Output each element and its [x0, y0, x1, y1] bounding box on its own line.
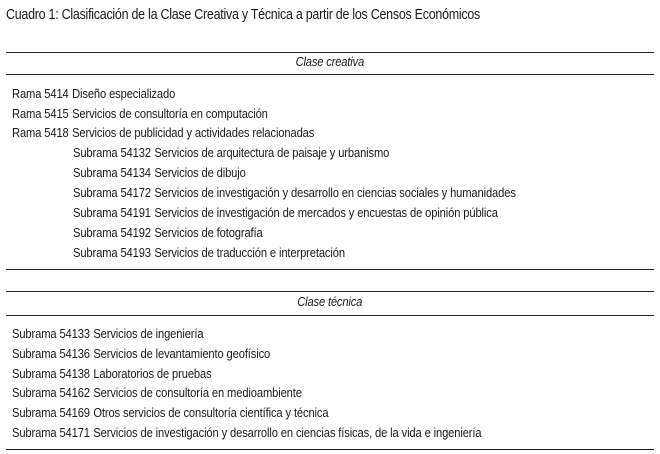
- rule-top-tecnica: [6, 291, 654, 292]
- table-title: Cuadro 1: Clasificación de la Clase Creativa y Técnica a partir de los Censos Económicos: [6, 7, 481, 23]
- table-row: [12, 84, 175, 104]
- row-code: Rama 5418: [12, 125, 69, 140]
- table-row: [73, 243, 345, 263]
- row-label: Laboratorios de pruebas: [93, 366, 212, 381]
- row-label: Otros servicios de consultoría científica y técnica: [93, 405, 329, 420]
- row-label: Servicios de traducción e interpretación: [154, 245, 345, 260]
- row-code: Subrama 54134: [73, 165, 151, 180]
- rule-header-creativa: [6, 74, 654, 75]
- row-label: Servicios de publicidad y actividades relacionadas: [72, 125, 315, 140]
- row-code: Subrama 54132: [73, 145, 151, 160]
- rule-top-creativa: [6, 52, 654, 53]
- row-label: Diseño especializado: [72, 86, 176, 101]
- section-header-tecnica: [0, 294, 660, 309]
- table-row: [73, 223, 263, 243]
- table-row: [12, 383, 302, 403]
- table-row: [12, 403, 328, 423]
- row-label: Servicios de levantamiento geofísico: [93, 346, 271, 361]
- row-code: Subrama 54172: [73, 185, 151, 200]
- row-label: Servicios de investigación de mercados y encuestas de opinión pública: [154, 205, 498, 220]
- row-code: Rama 5415: [12, 106, 69, 121]
- row-label: Servicios de consultoría en medioambiente: [93, 385, 302, 400]
- row-code: Rama 5414: [12, 86, 69, 101]
- row-code: Subrama 54162: [12, 385, 90, 400]
- row-code: Subrama 54138: [12, 366, 90, 381]
- table-row: [73, 163, 246, 183]
- row-code: Subrama 54169: [12, 405, 90, 420]
- table-row: [12, 123, 314, 143]
- row-code: Subrama 54171: [12, 425, 90, 440]
- section-header-creativa: [0, 54, 660, 69]
- table-row: [73, 203, 498, 223]
- row-code: Subrama 54191: [73, 205, 151, 220]
- row-code: Subrama 54192: [73, 225, 151, 240]
- row-code: Subrama 54133: [12, 326, 90, 341]
- row-label: Servicios de ingeniería: [93, 326, 204, 341]
- table-row: [12, 324, 203, 344]
- table-row: [73, 183, 516, 203]
- rule-bottom-tecnica: [6, 449, 654, 450]
- rule-header-tecnica: [6, 315, 654, 316]
- section-header-tecnica-label: Clase técnica: [297, 294, 363, 309]
- rule-bottom-creativa: [6, 269, 654, 270]
- row-label: Servicios de consultoría en computación: [72, 106, 268, 121]
- table-row: [73, 143, 389, 163]
- row-label: Servicios de investigación y desarrollo en ciencias sociales y humanidades: [154, 185, 516, 200]
- table-row: [12, 364, 212, 384]
- row-label: Servicios de fotografía: [154, 225, 263, 240]
- row-label: Servicios de arquitectura de paisaje y urbanismo: [154, 145, 390, 160]
- table-row: [12, 104, 268, 124]
- row-label: Servicios de dibujo: [154, 165, 246, 180]
- table-row: [12, 423, 481, 443]
- row-code: Subrama 54193: [73, 245, 151, 260]
- table-row: [12, 344, 270, 364]
- section-header-creativa-label: Clase creativa: [295, 54, 365, 69]
- row-label: Servicios de investigación y desarrollo en ciencias físicas, de la vida e ingeniería: [93, 425, 482, 440]
- row-code: Subrama 54136: [12, 346, 90, 361]
